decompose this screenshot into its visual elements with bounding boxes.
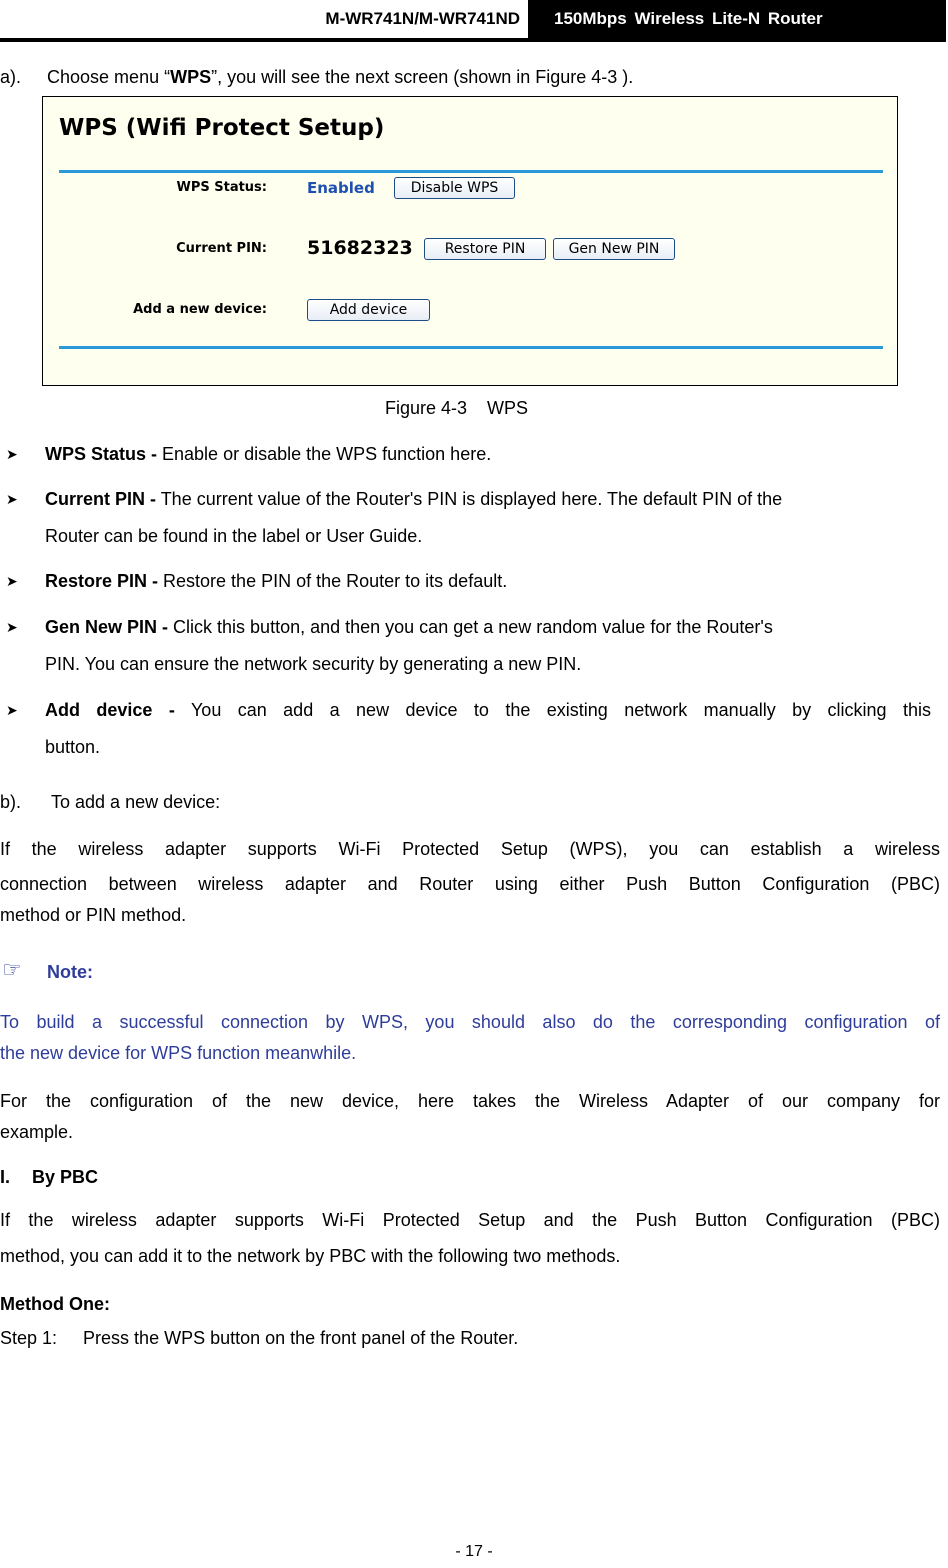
bullet-term: WPS Status - [45, 444, 158, 464]
step-1-text: Press the WPS button on the front panel of the Router. [83, 1328, 519, 1348]
step-1-line [0, 1327, 518, 1349]
bullet-term: Gen New PIN - [45, 617, 169, 637]
bullet-arrow-icon: ➤ [6, 446, 18, 462]
paragraph-line: method or PIN method. [0, 905, 187, 925]
section-title: By PBC [32, 1167, 99, 1187]
step-b-prefix: b). [0, 792, 22, 812]
figure-title: WPS (Wifi Protect Setup) [59, 115, 385, 141]
bullet-text-continued: Router can be found in the label or User Guide. [45, 526, 423, 546]
note-line: To build a successful connection by WPS, you should also do the corresponding configuration of [0, 1012, 940, 1032]
header-model: M-WR741N/M-WR741ND [325, 9, 520, 28]
header-product: 150Mbps Wireless Lite-N Router [528, 0, 946, 38]
bullet-current-pin [45, 488, 782, 510]
paragraph-line: connection between wireless adapter and Router using either Push Button Configuration (PBC) [0, 874, 940, 894]
restore-pin-button[interactable]: Restore PIN [424, 238, 546, 260]
gen-new-pin-button[interactable]: Gen New PIN [553, 238, 675, 260]
bullet-arrow-icon: ➤ [6, 702, 18, 718]
add-device-label: Add a new device: [133, 302, 267, 317]
paragraph-line: method, you can add it to the network by PBC with the following two methods. [0, 1246, 621, 1266]
step-a-line [0, 66, 633, 88]
bullet-term: Restore PIN - [45, 571, 159, 591]
bullet-text: Restore the PIN of the Router to its default. [158, 571, 508, 591]
bullet-restore-pin [45, 570, 507, 592]
bullet-add-device [45, 699, 931, 721]
section-number: I. [0, 1167, 11, 1187]
figure-caption: Figure 4-3 WPS [385, 398, 529, 418]
figure-bottom-rule [59, 346, 883, 349]
step-a-text-after: ”, you will see the next screen (shown in Figure 4-3 ). [211, 67, 634, 87]
paragraph-line: For the configuration of the new device, here takes the Wireless Adapter of our company for [0, 1091, 940, 1111]
bullet-arrow-icon: ➤ [6, 619, 18, 635]
disable-wps-button[interactable]: Disable WPS [394, 177, 515, 199]
note-label: Note: [47, 962, 93, 982]
wps-status-value: Enabled [307, 179, 375, 197]
bullet-text-continued: PIN. You can ensure the network security by generating a new PIN. [45, 654, 582, 674]
current-pin-value: 51682323 [307, 237, 413, 259]
bullet-text: The current value of the Router's PIN is displayed here. The default PIN of the [156, 489, 783, 509]
bullet-text: Click this button, and then you can get a new random value for the Router's [168, 617, 773, 637]
bullet-gen-new-pin [45, 616, 773, 638]
step-a-text-before: Choose menu “ [47, 67, 171, 87]
step-a-menu: WPS [170, 67, 212, 87]
step-b-line [0, 791, 220, 813]
paragraph-line: If the wireless adapter supports Wi-Fi Protected Setup and the Push Button Configuration (PBC) [0, 1210, 940, 1230]
bullet-term: Add device - [45, 700, 175, 720]
pointing-hand-icon: ☞ [2, 957, 22, 982]
bullet-arrow-icon: ➤ [6, 491, 18, 507]
method-heading: Method One: [0, 1294, 110, 1314]
section-heading [0, 1166, 98, 1188]
note-line: the new device for WPS function meanwhile. [0, 1043, 357, 1063]
wps-figure [42, 96, 898, 386]
page-number: - 17 - [455, 1543, 493, 1560]
paragraph-line: If the wireless adapter supports Wi-Fi Protected Setup (WPS), you can establish a wireless [0, 839, 940, 859]
figure-top-rule [59, 170, 883, 173]
paragraph-line: example. [0, 1122, 74, 1142]
wps-status-label: WPS Status: [176, 180, 267, 195]
bullet-text-continued: button. [45, 737, 101, 757]
step-b-text: To add a new device: [51, 792, 221, 812]
bullet-text: You can add a new device to the existing network manually by clicking this [174, 700, 931, 720]
add-device-button[interactable]: Add device [307, 299, 430, 321]
bullet-arrow-icon: ➤ [6, 573, 18, 589]
header-rule [0, 38, 946, 42]
step-1-label: Step 1: [0, 1328, 58, 1348]
current-pin-label: Current PIN: [176, 241, 267, 256]
step-a-prefix: a). [0, 67, 22, 87]
bullet-text: Enable or disable the WPS function here. [157, 444, 492, 464]
bullet-wps-status [45, 443, 491, 465]
bullet-term: Current PIN - [45, 489, 157, 509]
